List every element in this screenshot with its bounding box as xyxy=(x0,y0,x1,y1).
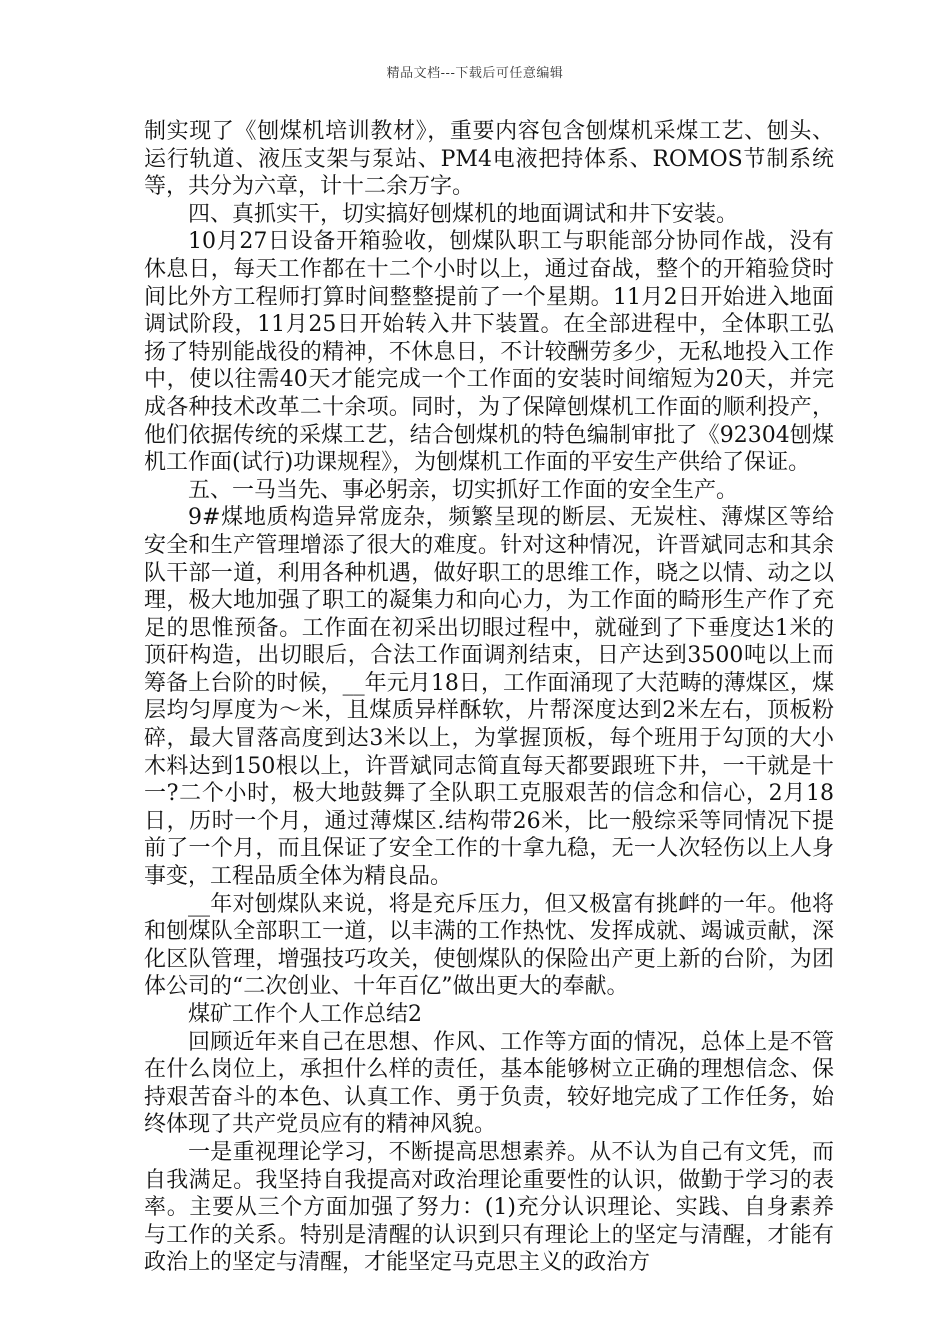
paragraph-safety-production: 9#煤地质构造异常庞杂，频繁呈现的断层、无炭柱、薄煤区等给安全和生产管理增添了很大的难度。针对这种情况，许晋斌同志和其余队干部一道，利用各种机遇，做好职工的思维工作，晓之以情、动之以理，极大地加强了职工的凝集力和向心力，为工作面的畸形生产作了充足的思惟预备。工作面在初采出切眼过程中，就碰到了下垂度达1米的顶矸构造，出切眼后，合法工作面调剂结束，日产达到3500吨以上而筹备上台阶的时候，__年元月18日，工作面涌现了大范畴的薄煤区，煤层均匀厚度为～米，且煤质异样酥软，片帮深度达到2米左右，顶板粉碎，最大冒落高度到达3米以上，为掌握顶板，每个班用于勾顶的大小木料达到150根以上，许晋斌同志简直每天都要跟班下井，一干就是十一?二个小时，极大地鼓舞了全队职工克服艰苦的信念和信心，2月18日，历时一个月，通过薄煤区.结构带26米，比一般综采等同情况下提前了一个月，而且保证了安全工作的十拿九稳，无一人次轻伤以上人身事变，工程品质全体为精良品。 xyxy=(144,505,834,890)
section-heading-5: 五、一马当先、事必躬亲，切实抓好工作面的安全生产。 xyxy=(188,477,739,503)
page-header: 精品文档---下载后可任意编辑 xyxy=(386,66,564,81)
paragraph-theory-study: 一是重视理论学习，不断提高思想素养。从不认为自己有文凭，而自我满足。我坚持自我提高对政治理论重要性的认识，做勤于学习的表率。主要从三个方面加强了努力：(1)充分认识理论、实践、自身素养与工作的关系。特别是清醒的认识到只有理论上的坚定与清醒，才能有政治上的坚定与清醒，才能坚定马克思主义的政治方 xyxy=(144,1139,834,1276)
paragraph-review: 回顾近年来自己在思想、作风、工作等方面的情况，总体上是不管在什么岗位上，承担什么样的责任，基本能够树立正确的理想信念、保持艰苦奋斗的本色、认真工作、勇于负责，较好地完成了工作任务，始终体现了共产党员应有的精神风貌。 xyxy=(144,1029,834,1138)
document-title-2: 煤矿工作个人工作总结2 xyxy=(188,1002,422,1027)
paragraph-continuation: 制实现了《刨煤机培训教材》，重要内容包含刨煤机采煤工艺、刨头、运行轨道、液压支架与泵站、PM4电液把持体系、ROMOS节制系统等，共分为六章，计十二余万字。 xyxy=(144,119,834,200)
paragraph-outlook: __年对刨煤队来说，将是充斥压力，但又极富有挑衅的一年。他将和刨煤队全部职工一道，以丰满的工作热忱、发挥成就、竭诚贡献，深化区队管理，增强技巧攻关，使刨煤队的保险出产更上新的台阶，为团体公司的“二次创业、十年百亿”做出更大的奉献。 xyxy=(144,891,834,1000)
paragraph-installation: 10月27日设备开箱验收，刨煤队职工与职能部分协同作战，没有休息日，每天工作都在十二个小时以上，通过奋战，整个的开箱验贷时间比外方工程师打算时间整整提前了一个星期。11月2日开始进入地面调试阶段，11月25日开始转入井下装置。在全部进程中，全体职工弘扬了特别能战役的精神，不休息日，不计较酬劳多少，无私地投入工作中，使以往需40天才能完成一个工作面的安装时间缩短为20天，并完成各种技术改革二十余项。同时，为了保障刨煤机工作面的顺利投产，他们依据传统的采煤工艺，结合刨煤机的特色编制审批了《92304刨煤机工作面(试行)功课规程》，为刨煤机工作面的平安生产供给了保证。 xyxy=(144,229,834,476)
section-heading-4: 四、真抓实干，切实搞好刨煤机的地面调试和井下安装。 xyxy=(188,201,739,227)
document-body xyxy=(144,118,834,1277)
